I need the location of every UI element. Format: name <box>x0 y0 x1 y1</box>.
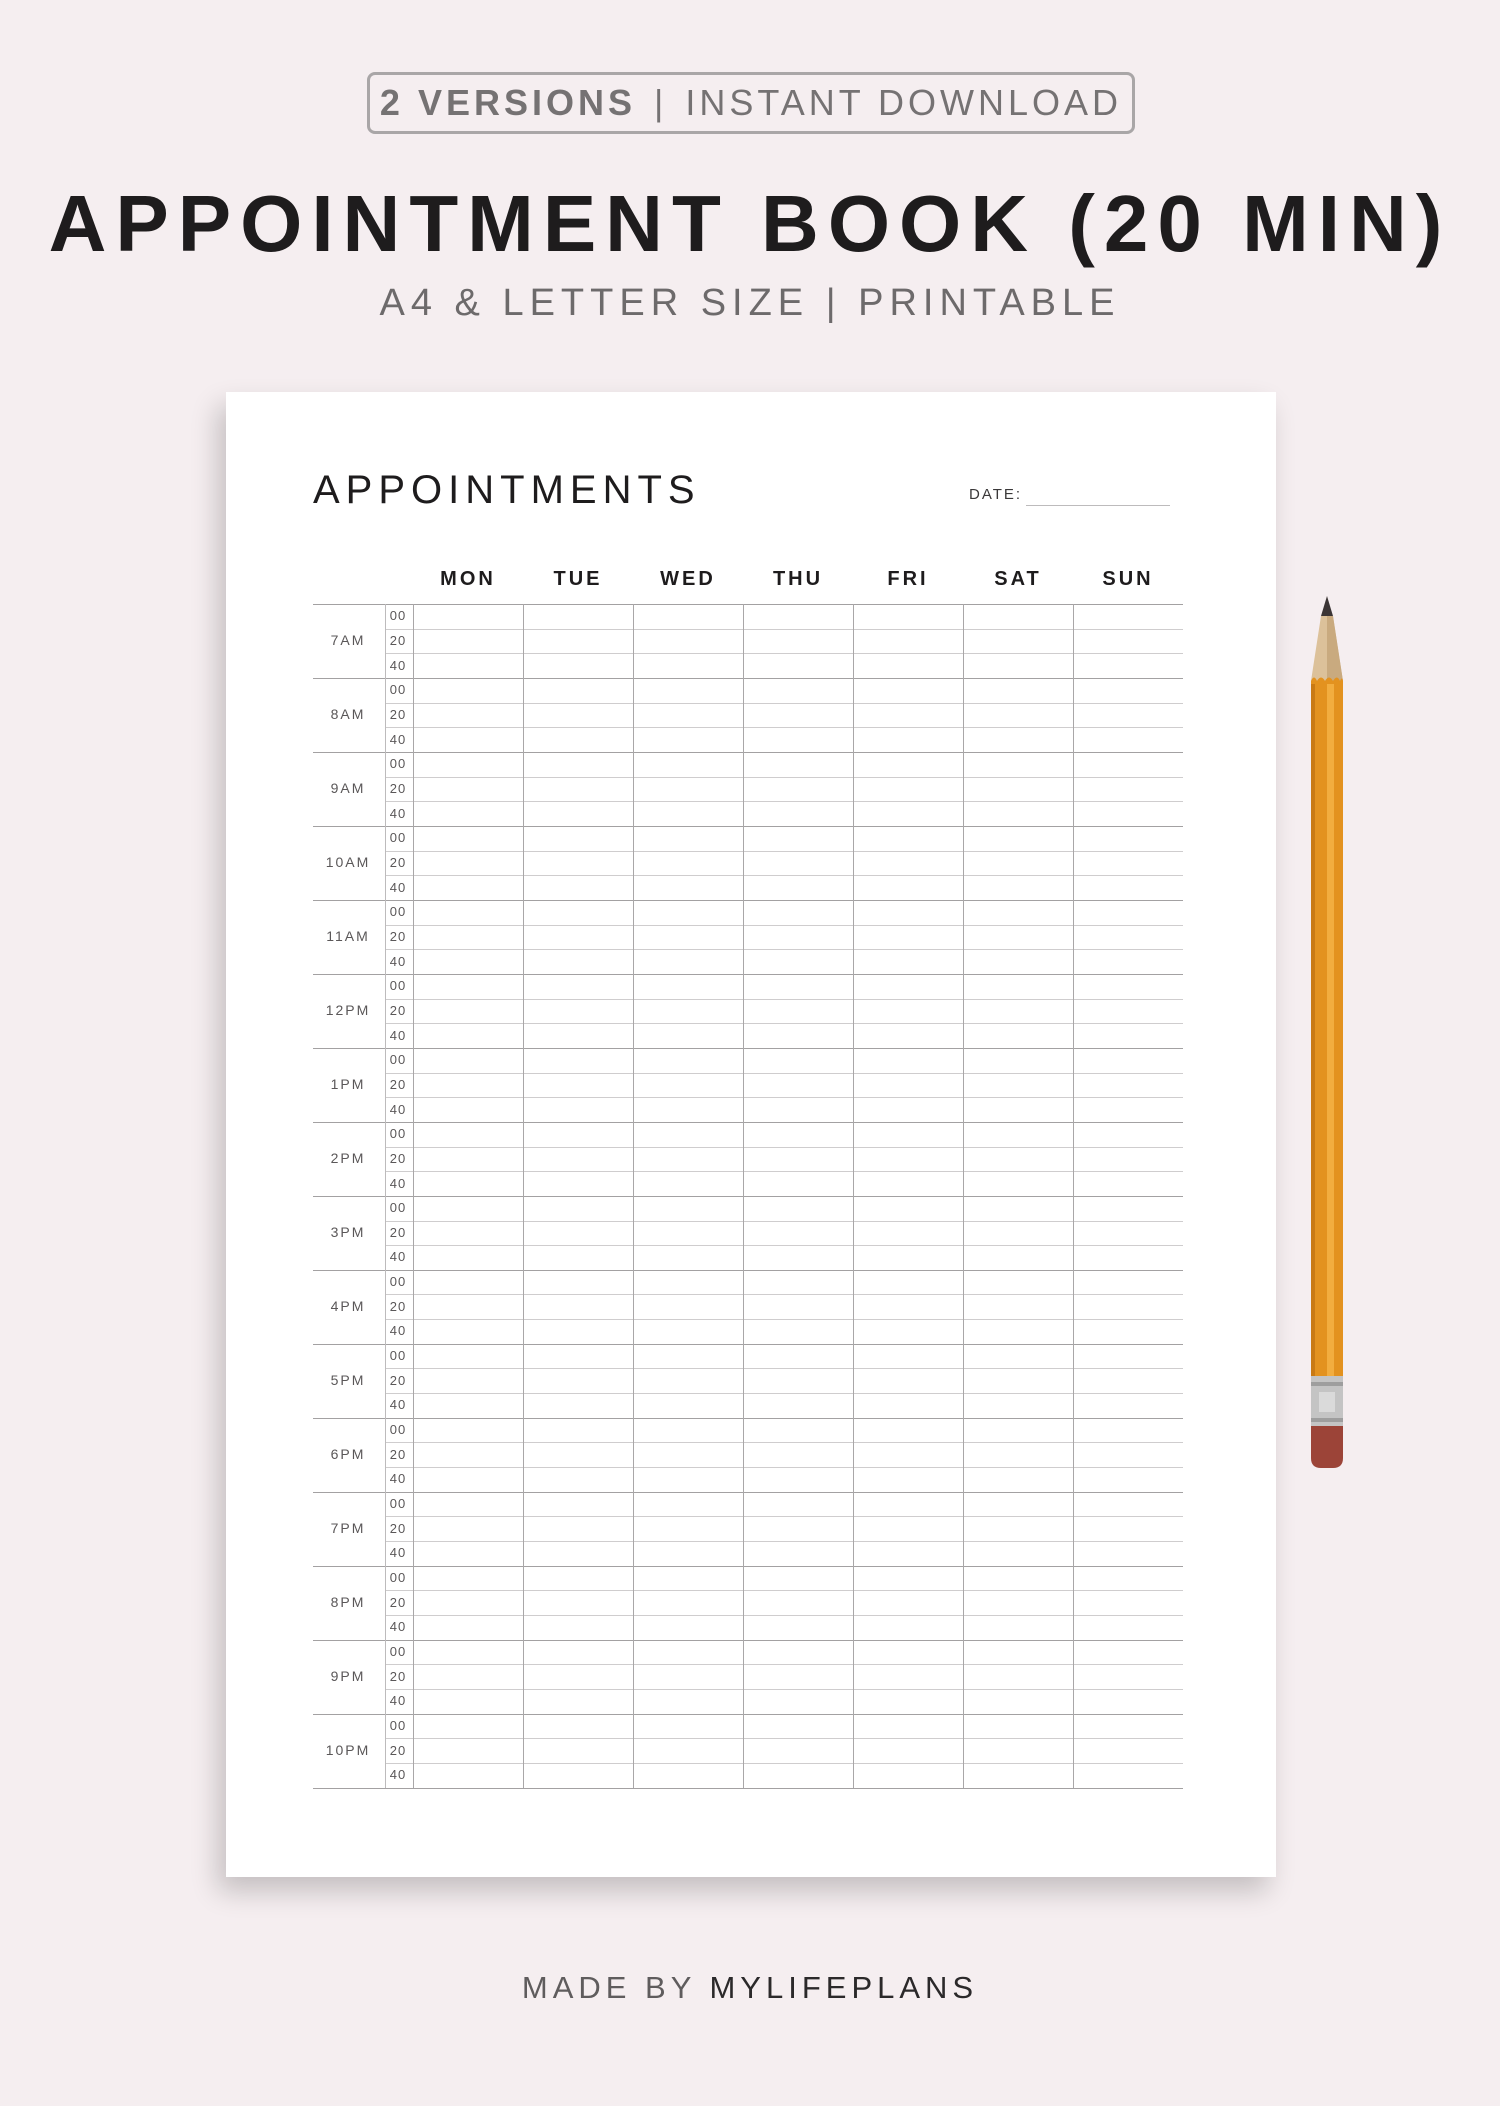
hour-divider <box>313 1640 1183 1641</box>
badge-separator: | <box>654 82 668 123</box>
slot-divider <box>385 1541 1183 1542</box>
hour-label: 9PM <box>330 1667 366 1684</box>
hour-label: 6PM <box>330 1445 366 1462</box>
slot-divider <box>385 1516 1183 1517</box>
day-header-sun: SUN <box>1102 568 1154 590</box>
slot-divider <box>385 777 1183 778</box>
slot-divider <box>385 1368 1183 1369</box>
minute-label: 40 <box>389 1471 407 1487</box>
minute-label: 00 <box>389 1570 407 1586</box>
hour-divider <box>313 1566 1183 1567</box>
minute-label: 20 <box>389 928 407 944</box>
minute-label: 20 <box>389 1594 407 1610</box>
minute-label: 40 <box>389 657 407 673</box>
slot-divider <box>385 1763 1183 1764</box>
day-header-mon: MON <box>440 568 496 590</box>
minute-label: 40 <box>389 1027 407 1043</box>
minute-label: 20 <box>389 632 407 648</box>
hour-divider <box>313 752 1183 753</box>
minute-label: 20 <box>389 1668 407 1684</box>
slot-divider <box>385 703 1183 704</box>
hour-divider <box>313 1492 1183 1493</box>
schedule-grid <box>313 604 1183 1788</box>
minute-label: 20 <box>389 1298 407 1314</box>
minute-label: 40 <box>389 1175 407 1191</box>
day-header-tue: TUE <box>553 568 603 590</box>
hour-divider <box>313 1418 1183 1419</box>
slot-divider <box>385 999 1183 1000</box>
badge-download: INSTANT DOWNLOAD <box>685 82 1123 123</box>
minute-label: 40 <box>389 1767 407 1783</box>
minute-label: 40 <box>389 879 407 895</box>
day-column-divider <box>523 604 524 1788</box>
hour-label: 1PM <box>330 1075 366 1092</box>
hour-divider <box>313 974 1183 975</box>
minute-label: 40 <box>389 953 407 969</box>
slot-divider <box>385 1294 1183 1295</box>
day-column-divider <box>743 604 744 1788</box>
hour-label: 5PM <box>330 1371 366 1388</box>
slot-divider <box>385 1467 1183 1468</box>
slot-divider <box>385 1245 1183 1246</box>
minute-label: 00 <box>389 1052 407 1068</box>
hour-label: 10AM <box>325 853 371 870</box>
minute-label: 20 <box>389 1446 407 1462</box>
minute-label: 00 <box>389 1422 407 1438</box>
footer-credit <box>0 1970 1500 2006</box>
hour-divider <box>313 900 1183 901</box>
minute-label: 20 <box>389 1002 407 1018</box>
slot-divider <box>385 1023 1183 1024</box>
slot-divider <box>385 727 1183 728</box>
slot-divider <box>385 1442 1183 1443</box>
minute-label: 00 <box>389 756 407 772</box>
minute-label: 40 <box>389 1693 407 1709</box>
day-header-wed: WED <box>660 568 716 590</box>
pencil-icon <box>1305 596 1349 1470</box>
minute-label: 20 <box>389 1372 407 1388</box>
slot-divider <box>385 1073 1183 1074</box>
headline: APPOINTMENT BOOK (20 MIN) <box>48 179 1452 268</box>
day-column-divider <box>413 604 414 1788</box>
minute-label: 40 <box>389 1545 407 1561</box>
hour-label: 2PM <box>330 1149 366 1166</box>
minute-label: 00 <box>389 1200 407 1216</box>
hour-label: 8PM <box>330 1593 366 1610</box>
day-column-divider <box>963 604 964 1788</box>
slot-divider <box>385 1590 1183 1591</box>
hour-divider <box>313 1048 1183 1049</box>
minute-label: 40 <box>389 1101 407 1117</box>
hour-divider <box>313 678 1183 679</box>
minute-label: 20 <box>389 1742 407 1758</box>
minute-label: 20 <box>389 1224 407 1240</box>
slot-divider <box>385 1738 1183 1739</box>
slot-divider <box>385 1319 1183 1320</box>
minute-label: 00 <box>389 608 407 624</box>
hour-label: 10PM <box>325 1741 371 1758</box>
planner-sheet <box>226 392 1276 1877</box>
day-column-divider <box>633 604 634 1788</box>
slot-divider <box>385 925 1183 926</box>
days-header <box>313 568 1183 592</box>
slot-divider <box>385 1393 1183 1394</box>
slot-divider <box>385 629 1183 630</box>
minute-label: 20 <box>389 1076 407 1092</box>
sheet-title: APPOINTMENTS <box>313 468 701 512</box>
hour-divider <box>313 1270 1183 1271</box>
hour-label: 3PM <box>330 1223 366 1240</box>
hour-label: 8AM <box>330 705 366 722</box>
slot-divider <box>385 875 1183 876</box>
minute-label: 20 <box>389 854 407 870</box>
footer-prefix: MADE BY <box>521 1970 696 2005</box>
minute-label: 20 <box>389 1150 407 1166</box>
hour-divider <box>313 1788 1183 1789</box>
slot-divider <box>385 949 1183 950</box>
minute-label: 00 <box>389 1496 407 1512</box>
day-header-sat: SAT <box>994 568 1042 590</box>
minute-label: 00 <box>389 1718 407 1734</box>
minute-label: 00 <box>389 1126 407 1142</box>
slot-divider <box>385 1689 1183 1690</box>
minute-label: 40 <box>389 1249 407 1265</box>
minute-label: 40 <box>389 1323 407 1339</box>
minute-label: 00 <box>389 1644 407 1660</box>
slot-divider <box>385 1147 1183 1148</box>
day-column-divider <box>853 604 854 1788</box>
hour-divider <box>313 1714 1183 1715</box>
slot-divider <box>385 1615 1183 1616</box>
subtitle: A4 & LETTER SIZE | PRINTABLE <box>379 282 1121 324</box>
slot-divider <box>385 801 1183 802</box>
hour-divider <box>313 604 1183 605</box>
minute-label: 40 <box>389 805 407 821</box>
minute-label: 20 <box>389 706 407 722</box>
slot-divider <box>385 1171 1183 1172</box>
minute-label: 00 <box>389 904 407 920</box>
minute-label: 40 <box>389 1619 407 1635</box>
date-line <box>1026 505 1170 506</box>
top-badge <box>367 72 1135 134</box>
hour-label: 7AM <box>330 631 366 648</box>
minute-label: 20 <box>389 780 407 796</box>
minute-label: 40 <box>389 731 407 747</box>
date-label: DATE: <box>969 486 1023 503</box>
hour-label: 9AM <box>330 779 366 796</box>
hour-divider <box>313 826 1183 827</box>
day-header-fri: FRI <box>887 568 929 590</box>
hour-label: 7PM <box>330 1519 366 1536</box>
minute-label: 00 <box>389 978 407 994</box>
minute-label: 00 <box>389 682 407 698</box>
day-header-thu: THU <box>772 568 824 590</box>
minute-label: 00 <box>389 1348 407 1364</box>
slot-divider <box>385 851 1183 852</box>
minute-label: 20 <box>389 1520 407 1536</box>
minute-label: 00 <box>389 1274 407 1290</box>
badge-versions: 2 VERSIONS <box>379 82 636 123</box>
day-column-divider <box>1073 604 1074 1788</box>
hour-divider <box>313 1196 1183 1197</box>
slot-divider <box>385 653 1183 654</box>
minute-label: 40 <box>389 1397 407 1413</box>
hour-label: 4PM <box>330 1297 366 1314</box>
slot-divider <box>385 1664 1183 1665</box>
footer-brand: MYLIFEPLANS <box>709 1970 979 2005</box>
hour-label: 12PM <box>325 1001 371 1018</box>
slot-divider <box>385 1221 1183 1222</box>
hour-label: 11AM <box>326 927 370 944</box>
slot-divider <box>385 1097 1183 1098</box>
hour-divider <box>313 1344 1183 1345</box>
minute-label: 00 <box>389 830 407 846</box>
hour-divider <box>313 1122 1183 1123</box>
